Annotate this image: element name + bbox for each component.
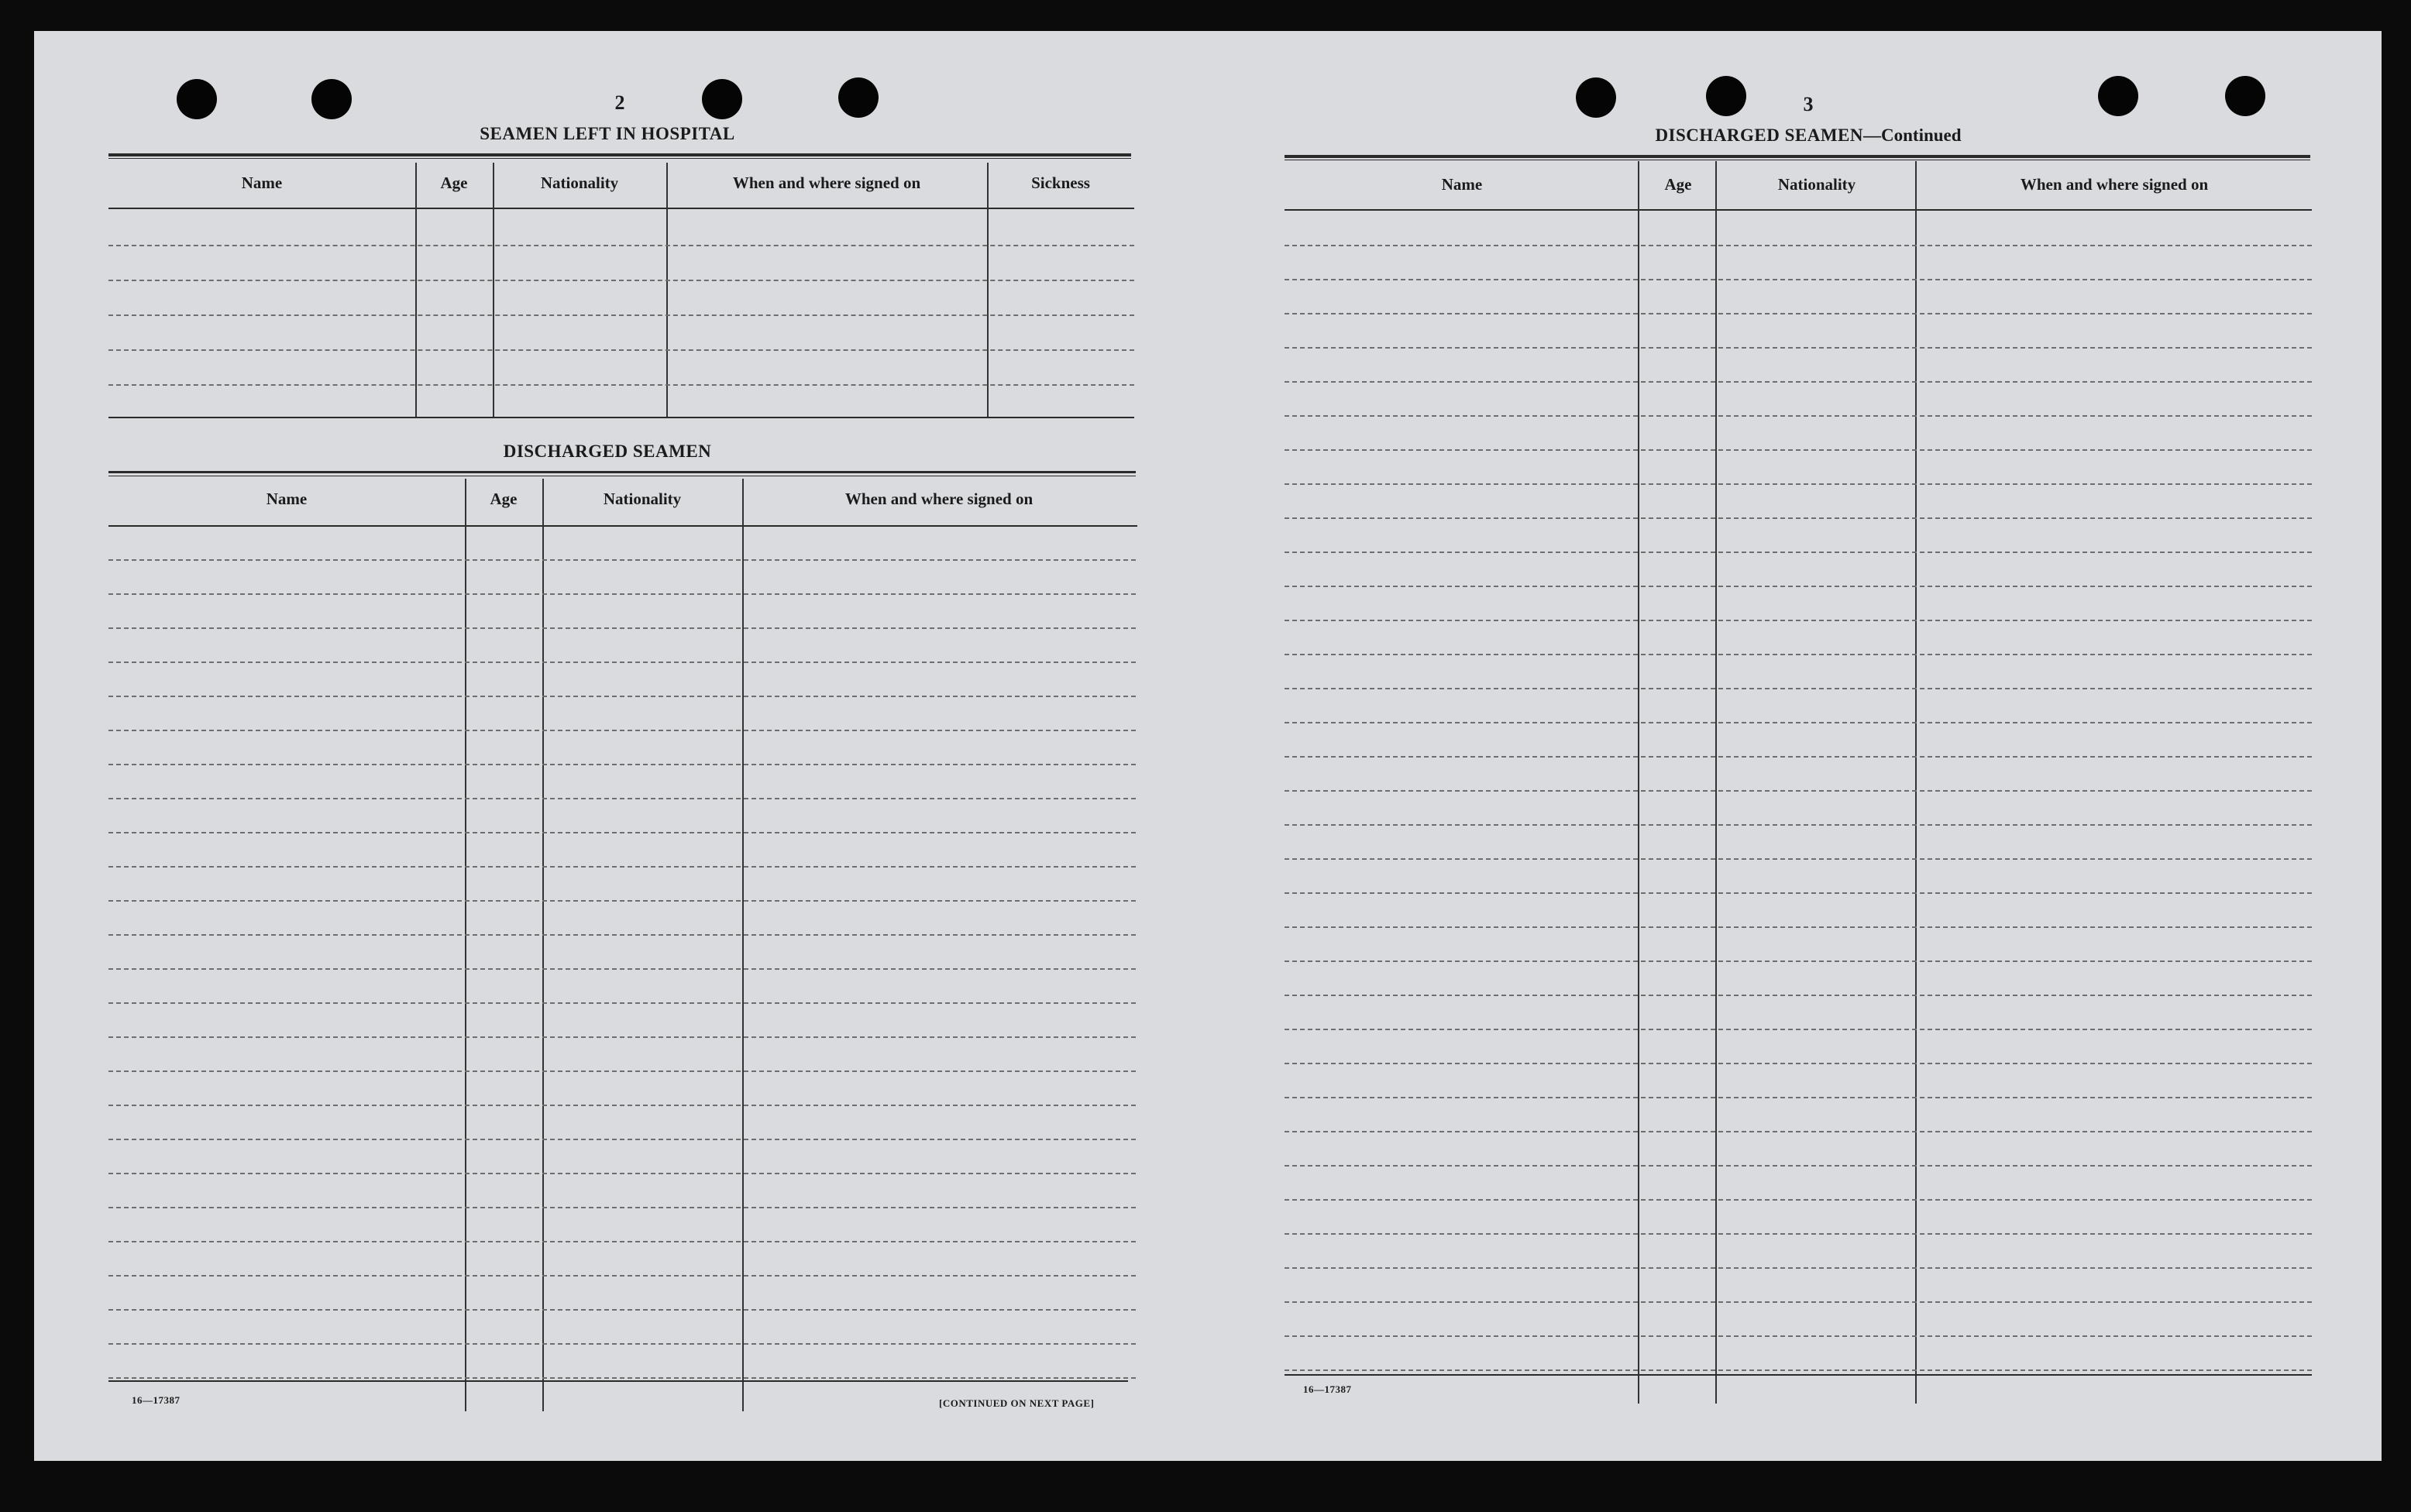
page-number-left: 2 [614, 91, 625, 114]
punch-hole [2098, 76, 2138, 116]
right-col-signed-on: When and where signed on [2020, 175, 2209, 194]
ruled-line [108, 245, 1134, 246]
hospital-header-rule [108, 208, 1134, 209]
ruled-line [1285, 1233, 2312, 1235]
right-col-name: Name [1441, 175, 1483, 194]
ruled-line [1285, 1063, 2312, 1064]
hospital-divider [987, 163, 989, 417]
ruled-line [108, 934, 1136, 936]
discharged-col-name: Name [266, 490, 308, 508]
ruled-line [1285, 824, 2312, 826]
right-header-rule [1285, 209, 2312, 211]
hospital-divider [666, 163, 668, 417]
punch-hole [838, 77, 879, 118]
ruled-line [1285, 1029, 2312, 1030]
right-bottom-rule [1285, 1374, 2312, 1376]
ruled-line [108, 1036, 1136, 1038]
ruled-line [108, 1173, 1136, 1174]
punch-hole [1576, 77, 1616, 118]
ruled-line [1285, 1369, 2312, 1371]
ruled-line [108, 559, 1136, 561]
discharged-header-rule [108, 525, 1137, 527]
right-col-nationality: Nationality [1777, 175, 1856, 194]
hospital-section-title: SEAMEN LEFT IN HOSPITAL [480, 124, 735, 143]
punch-hole [702, 79, 742, 119]
hospital-col-sickness: Sickness [1031, 174, 1090, 192]
ruled-line [108, 627, 1136, 629]
discharged-divider [742, 479, 744, 1411]
hospital-col-nationality: Nationality [540, 174, 619, 192]
ruled-line [1285, 995, 2312, 996]
ruled-line [108, 384, 1134, 386]
form-number-right: 16—17387 [1303, 1383, 1352, 1395]
ruled-line [108, 1241, 1136, 1242]
discharged-divider [542, 479, 544, 1411]
ruled-line [108, 1377, 1136, 1379]
right-col-age: Age [1664, 175, 1692, 194]
right-section-title [1568, 125, 2048, 146]
punch-hole [2225, 76, 2265, 116]
punch-hole [177, 79, 217, 119]
ruled-line [1285, 1267, 2312, 1269]
hospital-top-rule [108, 153, 1131, 156]
page-number-right: 3 [1803, 93, 1814, 115]
ruled-line [108, 314, 1134, 316]
ruled-line [1285, 1335, 2312, 1337]
hospital-bottom-rule [108, 417, 1134, 418]
ruled-line [1285, 381, 2312, 383]
ruled-line [108, 1309, 1136, 1311]
discharged-col-signed-on: When and where signed on [844, 490, 1034, 508]
continued-note: [CONTINUED ON NEXT PAGE] [939, 1397, 1095, 1409]
discharged-col-nationality: Nationality [603, 490, 682, 508]
right-section-title-suffix: —Continued [1863, 125, 1962, 145]
ruled-line [1285, 483, 2312, 485]
right-top-rule [1285, 155, 2310, 158]
ruled-line [108, 832, 1136, 833]
ruled-line [108, 866, 1136, 868]
ruled-line [108, 1139, 1136, 1140]
ruled-line [1285, 517, 2312, 519]
ruled-line [1285, 1165, 2312, 1167]
ruled-line [1285, 245, 2312, 246]
hospital-divider [493, 163, 494, 417]
ruled-line [1285, 926, 2312, 928]
ruled-line [108, 1207, 1136, 1208]
ruled-line [1285, 1131, 2312, 1132]
ruled-line [108, 280, 1134, 281]
right-section-title-text: DISCHARGED SEAMEN [1655, 125, 1864, 145]
discharged-top-rule [108, 471, 1136, 473]
ruled-line [108, 349, 1134, 351]
ruled-line [108, 764, 1136, 765]
ruled-line [108, 593, 1136, 595]
ruled-line [1285, 347, 2312, 349]
ruled-line [1285, 858, 2312, 860]
ruled-line [108, 730, 1136, 731]
ruled-line [108, 1343, 1136, 1345]
discharged-col-age: Age [490, 490, 518, 508]
hospital-top-rule-thin [108, 158, 1131, 159]
ruled-line [1285, 722, 2312, 723]
ruled-line [1285, 892, 2312, 894]
discharged-bottom-rule [108, 1380, 1128, 1382]
ruled-line [108, 900, 1136, 902]
punch-hole [311, 79, 352, 119]
ruled-line [1285, 552, 2312, 553]
hospital-col-signed-on: When and where signed on [732, 174, 921, 192]
discharged-divider [465, 479, 466, 1411]
ruled-line [108, 968, 1136, 970]
ruled-line [1285, 279, 2312, 280]
ruled-line [1285, 1301, 2312, 1303]
ruled-line [1285, 654, 2312, 655]
ruled-line [1285, 1097, 2312, 1098]
ruled-line [1285, 449, 2312, 451]
ruled-line [1285, 620, 2312, 621]
ruled-line [1285, 586, 2312, 587]
punch-hole [1706, 76, 1746, 116]
ruled-line [108, 1275, 1136, 1277]
discharged-section-title: DISCHARGED SEAMEN [503, 442, 712, 461]
ruled-line [108, 798, 1136, 799]
ruled-line [108, 1002, 1136, 1004]
ruled-line [1285, 1199, 2312, 1201]
ruled-line [108, 662, 1136, 663]
ruled-line [108, 1070, 1136, 1072]
form-number-left: 16—17387 [132, 1394, 181, 1406]
hospital-col-name: Name [241, 174, 283, 192]
form-sheet [34, 31, 2382, 1461]
ruled-line [108, 1105, 1136, 1106]
ruled-line [1285, 688, 2312, 689]
ruled-line [1285, 313, 2312, 314]
ruled-line [1285, 415, 2312, 417]
hospital-divider [415, 163, 417, 417]
ruled-line [108, 696, 1136, 697]
ruled-line [1285, 756, 2312, 758]
ruled-line [1285, 790, 2312, 792]
hospital-col-age: Age [440, 174, 468, 192]
ruled-line [1285, 960, 2312, 962]
